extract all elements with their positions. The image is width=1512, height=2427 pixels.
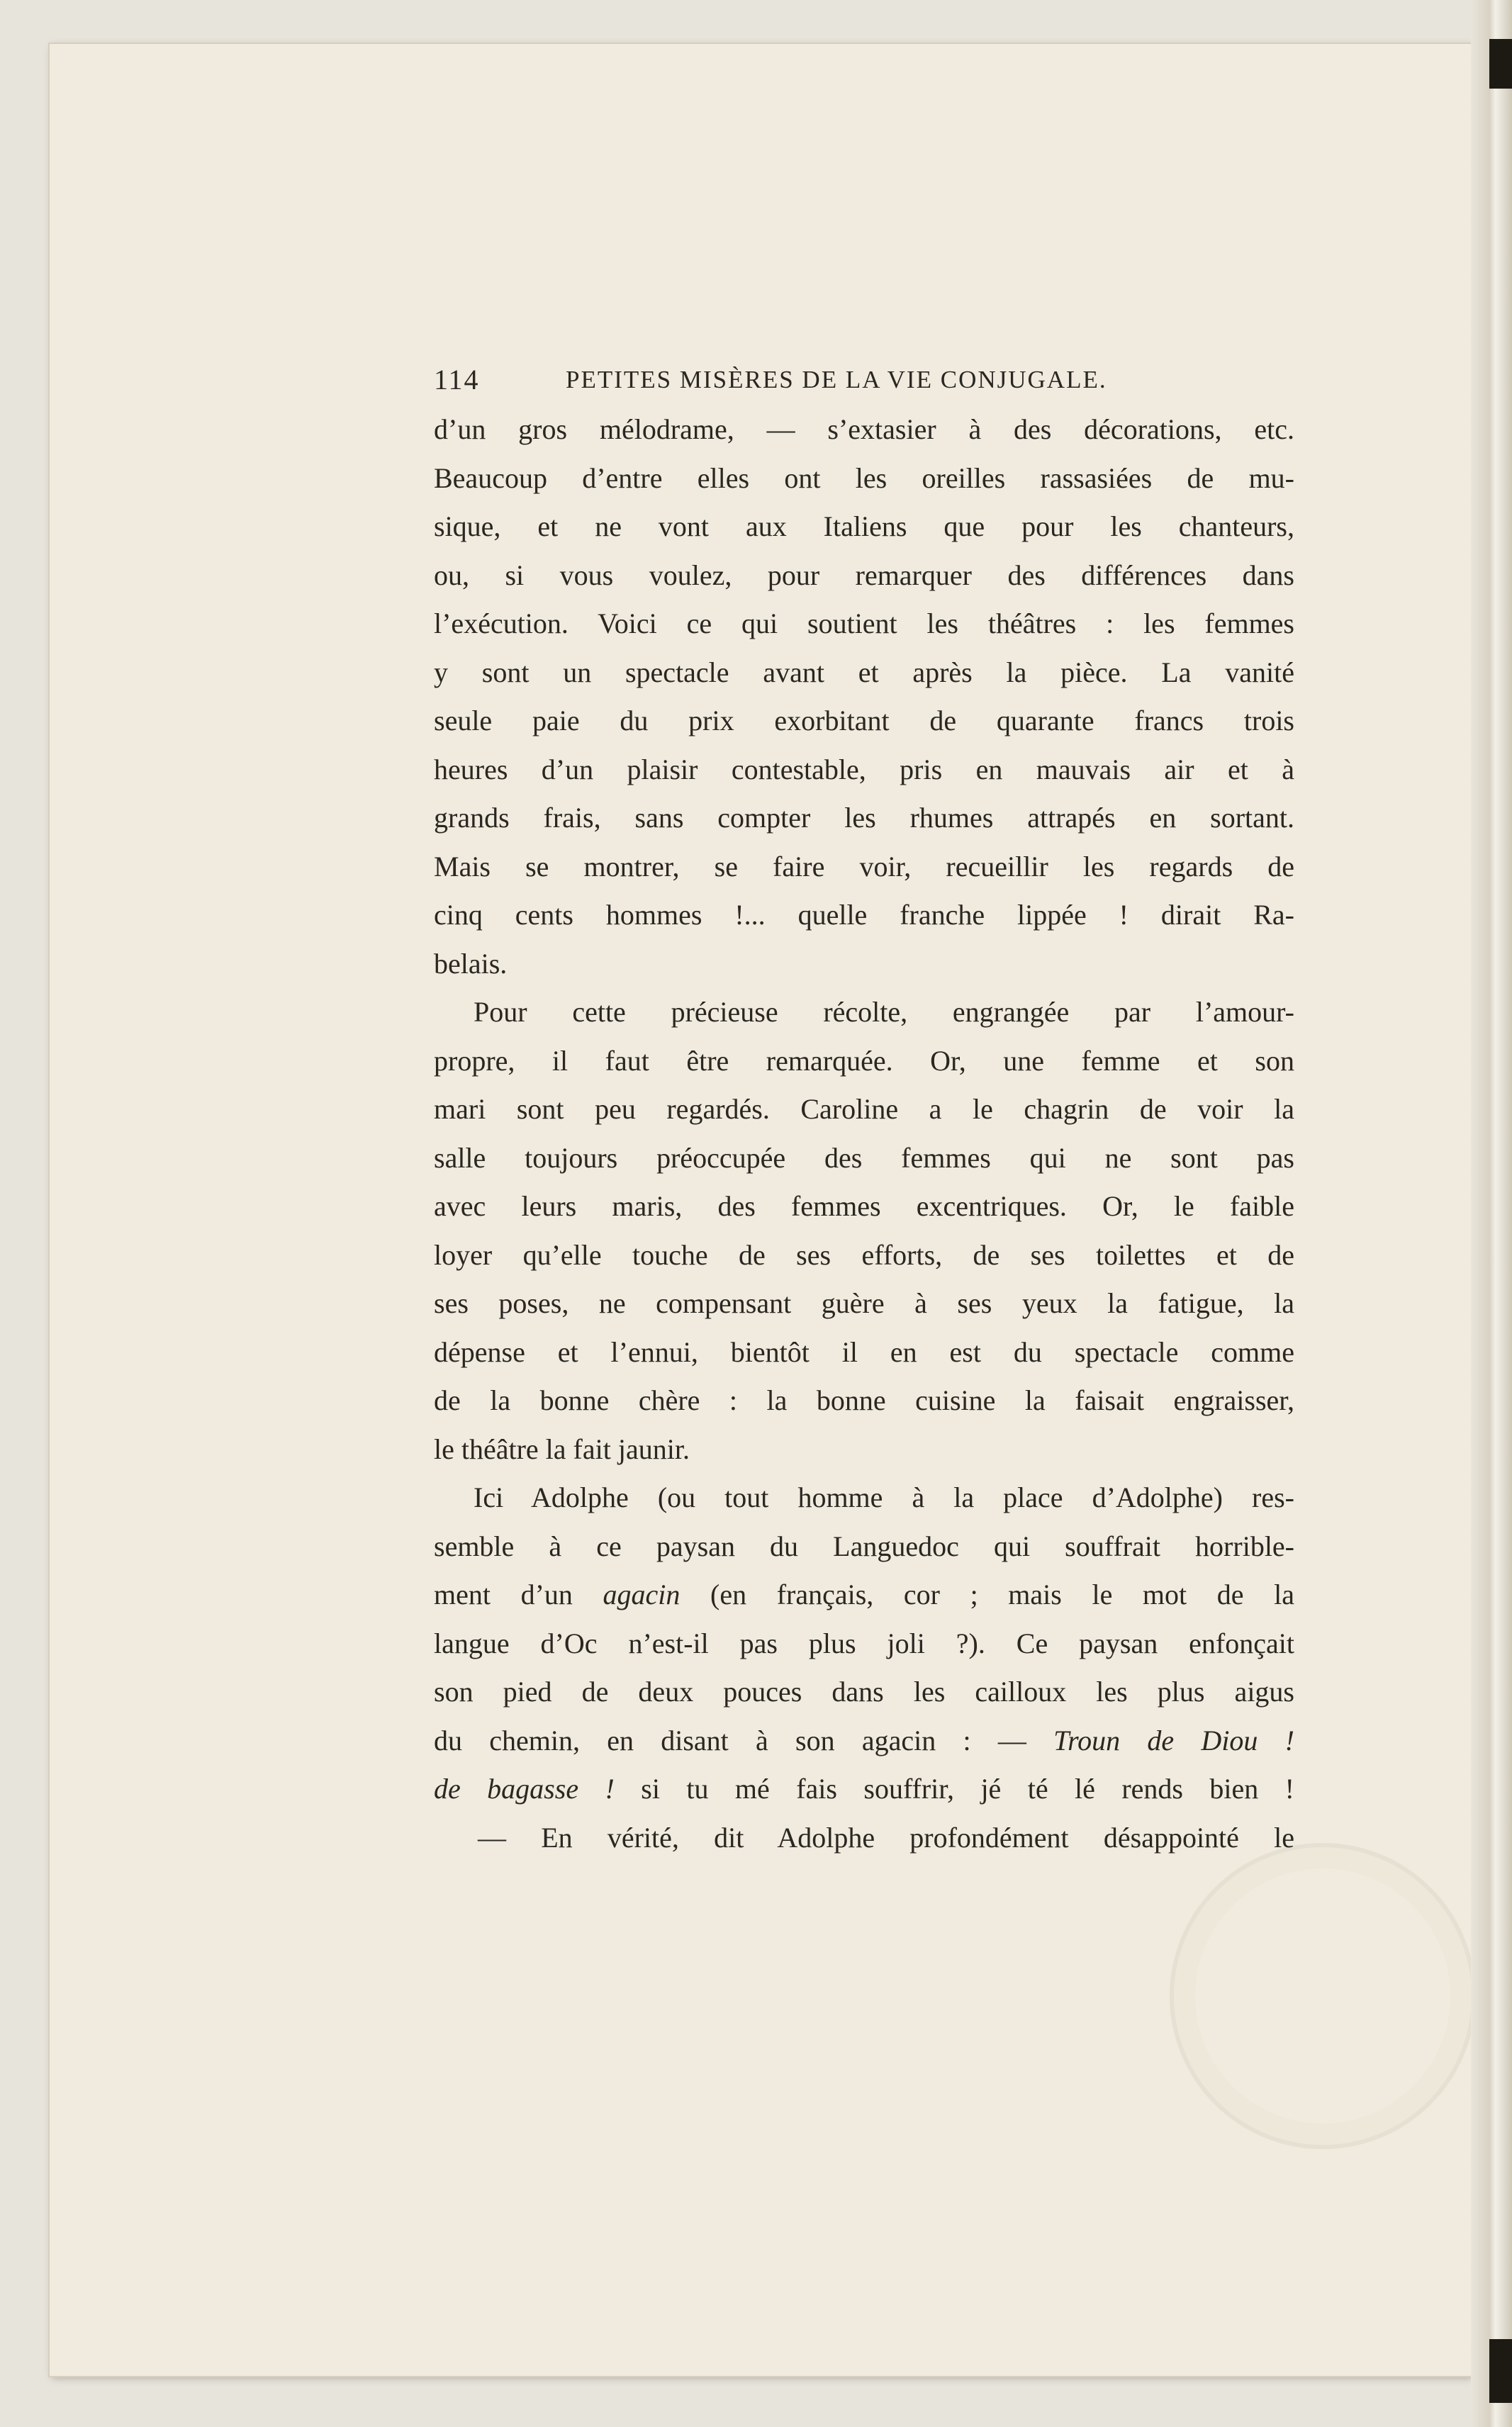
- text-line: grands frais, sans compter les rhumes attrapés en sortant.: [434, 802, 1294, 834]
- text-line-mixed: [434, 1765, 1294, 1814]
- text-run: du chemin, en disant à son agacin : —: [434, 1724, 1054, 1756]
- text-line: heures d’un plaisir contestable, pris en mauvais air et à: [434, 753, 1294, 785]
- text-line: salle toujours préoccupée des femmes qui ne sont pas: [434, 1141, 1294, 1174]
- faded-library-stamp: [1170, 1843, 1476, 2149]
- italic-phrase: de bagasse !: [434, 1773, 615, 1805]
- text-line: de la bonne chère : la bonne cuisine la faisait engraisser,: [434, 1384, 1294, 1416]
- text-line: mari sont peu regardés. Caroline a le chagrin de voir la: [434, 1093, 1294, 1125]
- edge-mark-top: [1489, 39, 1512, 89]
- italic-word: agacin: [603, 1579, 681, 1610]
- text-line: d’un gros mélodrame, — s’extasier à des décorations, etc.: [434, 413, 1294, 445]
- text-line: dépense et l’ennui, bientôt il en est du spectacle comme: [434, 1335, 1294, 1368]
- text-line: son pied de deux pouces dans les cailloux les plus aigus: [434, 1676, 1294, 1708]
- text-run: si tu mé fais souffrir, jé té lé rends bien !: [614, 1773, 1294, 1805]
- text-run: (en français, cor ; mais le mot de la: [680, 1579, 1294, 1610]
- text-line: semble à ce paysan du Languedoc qui souffrait horrible-: [434, 1530, 1294, 1562]
- text-line: sique, et ne vont aux Italiens que pour les chanteurs,: [434, 510, 1294, 542]
- text-line: y sont un spectacle avant et après la pièce. La vanité: [434, 656, 1294, 688]
- page-number: 114: [434, 364, 480, 396]
- text-line: langue d’Oc n’est-il pas plus joli ?). Ce paysan enfonçait: [434, 1627, 1294, 1659]
- text-block: [434, 354, 1294, 1862]
- text-line: l’exécution. Voici ce qui soutient les théâtres : les femmes: [434, 607, 1294, 639]
- running-head: [434, 354, 1294, 405]
- text-line: le théâtre la fait jaunir.: [434, 1433, 690, 1465]
- italic-phrase: Troun de Diou !: [1053, 1724, 1294, 1756]
- paragraph-first-line: Ici Adolphe (ou tout homme à la place d’Adolphe) res-: [474, 1481, 1294, 1513]
- text-line: cinq cents hommes !... quelle franche lippée ! dirait Ra-: [434, 899, 1294, 931]
- page-edge: [1471, 0, 1512, 2427]
- dialogue-line: — En vérité, dit Adolphe profondément désappointé le: [478, 1821, 1294, 1854]
- edge-mark-bottom: [1489, 2339, 1512, 2403]
- paragraph-first-line: Pour cette précieuse récolte, engrangée par l’amour-: [474, 996, 1294, 1028]
- text-line: ou, si vous voulez, pour remarquer des différences dans: [434, 559, 1294, 591]
- text-line: avec leurs maris, des femmes excentriques. Or, le faible: [434, 1190, 1294, 1222]
- text-line: Mais se montrer, se faire voir, recueillir les regards de: [434, 850, 1294, 882]
- text-line-mixed: [434, 1571, 1294, 1620]
- text-line: propre, il faut être remarquée. Or, une femme et son: [434, 1044, 1294, 1077]
- text-line-mixed: [434, 1717, 1294, 1766]
- text-line: belais.: [434, 947, 508, 980]
- running-title: PETITES MISÈRES DE LA VIE CONJUGALE.: [566, 366, 1107, 393]
- text-line: seule paie du prix exorbitant de quarante francs trois: [434, 705, 1294, 736]
- text-line: ses poses, ne compensant guère à ses yeux la fatigue, la: [434, 1287, 1294, 1319]
- text-run: ment d’un: [434, 1579, 603, 1610]
- text-line: Beaucoup d’entre elles ont les oreilles rassasiées de mu-: [434, 461, 1294, 494]
- text-line: loyer qu’elle touche de ses efforts, de ses toilettes et de: [434, 1238, 1294, 1271]
